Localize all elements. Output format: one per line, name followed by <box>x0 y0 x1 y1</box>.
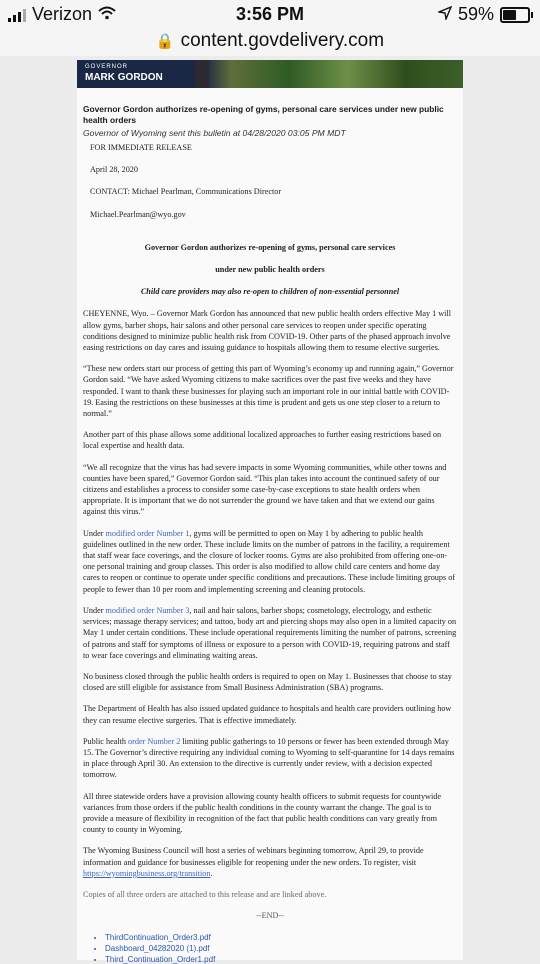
paragraph-9 <box>83 736 457 781</box>
release-contact-email: Michael.Pearlman@wyo.gov <box>90 209 186 219</box>
paragraph-2: “These new orders start our process of getting this part of Wyoming’s economy up and running again,” Governor Gordon said. “We have asked Wyoming citizens to make sacrifices over the past five weeks and they have responded. I want to thank these businesses for playing such an important role in our initial battle with COVID-19. Easing the restrictions on these businesses at this time is prudent and gets us one step closer to a return to normal.” <box>83 364 454 419</box>
location-arrow-icon <box>438 4 452 25</box>
battery-group <box>438 4 530 25</box>
lock-icon: 🔒 <box>155 33 175 50</box>
paragraph-5-text-a: Under <box>83 528 106 538</box>
banner-governor-label: GOVERNOR <box>85 64 129 70</box>
release-date: April 28, 2020 <box>90 165 138 175</box>
attachment-link[interactable]: • Third_Continuation_Order1.pdf <box>105 955 463 964</box>
release-label: FOR IMMEDIATE RELEASE <box>90 143 192 152</box>
attachment-link[interactable]: • Dashboard_04282020 (1).pdf <box>105 944 463 953</box>
battery-icon <box>500 7 530 23</box>
status-time: 3:56 PM <box>235 4 305 24</box>
attachment-list <box>77 933 463 964</box>
status-bar <box>0 0 540 30</box>
banner-name-label: MARK GORDON <box>85 72 163 83</box>
paragraph-11 <box>83 845 457 879</box>
paragraph-9-text-b: limiting public gatherings to 10 persons or fewer has been extended through May 15. The Governor’s directive requiring any individual coming to Wyoming to self-quarantine for 14 days remains in place through April 30. An extension to the directive is currently under review, with a decision expected tomorrow. <box>83 736 455 780</box>
paragraph-4: “We all recognize that the virus has had severe impacts in some Wyoming communities, while other towns and counties have been spared,” Governor Gordon said. “This plan takes into account the continued safety of our citizens and establishes a process to consider some case-by-case exceptions to state health orders when appropriate. It is important that we do not surrender the ground we have taken and that we extend our gains against this virus.” <box>83 462 447 517</box>
headline-line-2: under new public health orders <box>215 265 325 275</box>
carrier-name: Verizon <box>32 4 93 24</box>
paragraph-11-text-b: . <box>210 868 213 878</box>
battery-percent: 59% <box>457 4 494 24</box>
wyoming-business-link[interactable]: https://wyomingbusiness.org/transition <box>83 868 211 878</box>
url-bar[interactable] <box>0 30 540 56</box>
header-banner <box>77 60 463 88</box>
paragraph-1: CHEYENNE, Wyo. – Governor Mark Gordon has announced that new public health orders effective May 1 will allow gyms, barber shops, hair salons and other personal care services to reopen under specific operating conditions designed to minimize public health risk from COVID-19. Other parts of the phased approach involve easing restrictions on day cares and issuing guidance to hospitals allowing them to resume elective surgeries. <box>83 309 452 353</box>
attachment-link[interactable]: • ThirdContinuation_Order3.pdf <box>105 933 463 942</box>
paragraph-3: Another part of this phase allows some additional localized approaches to further easing restrictions based on local expertise and health data. <box>83 430 442 451</box>
url-text: content.govdelivery.com <box>180 30 385 51</box>
battery-level-fill <box>503 10 516 20</box>
paragraph-5 <box>83 528 457 595</box>
paragraph-9-text-a: Public health <box>83 736 129 746</box>
paragraph-8: The Department of Health has also issued updated guidance to hospitals and health care providers outlining how they can resume elective surgeries. That is effective immediately. <box>83 704 452 725</box>
bulletin-header <box>77 88 463 138</box>
paragraph-6 <box>83 605 457 661</box>
modified-order-1-link[interactable]: modified order Number 1 <box>105 528 190 538</box>
email-body <box>77 88 463 964</box>
end-marker: --END-- <box>256 911 284 921</box>
paragraph-11-text-a: The Wyoming Business Council will host a series of webinars beginning tomorrow, April 29, to provide information and guidance for businesses eligible for reopening under the new orders. To register, visit <box>83 846 424 867</box>
paragraph-6-text-b: , nail and hair salons, barber shops; cosmetology, electrology, and esthetic services; massage therapy services; and tattoo, body art and piercing shops may also open in a limited capacity on May 1 under certain conditions. These include operational requirements limiting the number of patrons, screening of patrons and staff for symptoms of illness or exposure to a person with COVID-19, requiring patrons and staff to wear face coverings and eliminating waiting areas. <box>83 605 457 660</box>
paragraph-12: Copies of all three orders are attached to this release and are linked above. <box>83 889 327 899</box>
paragraph-10: All three statewide orders have a provision allowing county health officers to submit requests for countywide variances from those orders if the public health conditions in the county warrant the change. The goal is to provide a measure of flexibility in recognition of the fact that public health conditions can vary greatly from county to county in Wyoming. <box>83 791 441 835</box>
bulletin-subject: Governor Gordon authorizes re-opening of gyms, personal care services under new public health orders <box>83 104 444 125</box>
paragraph-5-text-b: , gyms will be permitted to open on May 1 by adhering to public health guidelines outlined in the new order. These include limits on the number of patrons in the facility, a requirement that staff wear face coverings, and the closure of locker rooms. Gyms are also prohibited from offering one-on-one personal training and group classes. This order is also modified to allow child care centers and home day cares to reopen or continue to operate under specific conditions and precautions. These include limiting groups of people to fewer than 10 per room and implementing screening and cleaning protocols. <box>83 528 456 594</box>
bulletin-sent-line: Governor of Wyoming sent this bulletin at 04/28/2020 03:05 PM MDT <box>83 128 346 138</box>
paragraph-6-text-a: Under <box>83 605 106 615</box>
release-contact: CONTACT: Michael Pearlman, Communications Director <box>90 187 282 197</box>
order-2-link[interactable]: order Number 2 <box>128 736 181 746</box>
governor-portrait <box>195 60 209 88</box>
paragraph-7: No business closed through the public health orders is required to open on May 1. Businesses that choose to stay closed are still eligible for assistance from Small Business Administration (SBA) programs. <box>83 671 452 693</box>
modified-order-3-link[interactable]: modified order Number 3 <box>105 605 190 615</box>
release-content <box>77 142 463 921</box>
subheadline: Child care providers may also re-open to children of non-essential personnel <box>140 287 400 297</box>
headline-line-1: Governor Gordon authorizes re-opening of gyms, personal care services <box>144 242 396 252</box>
